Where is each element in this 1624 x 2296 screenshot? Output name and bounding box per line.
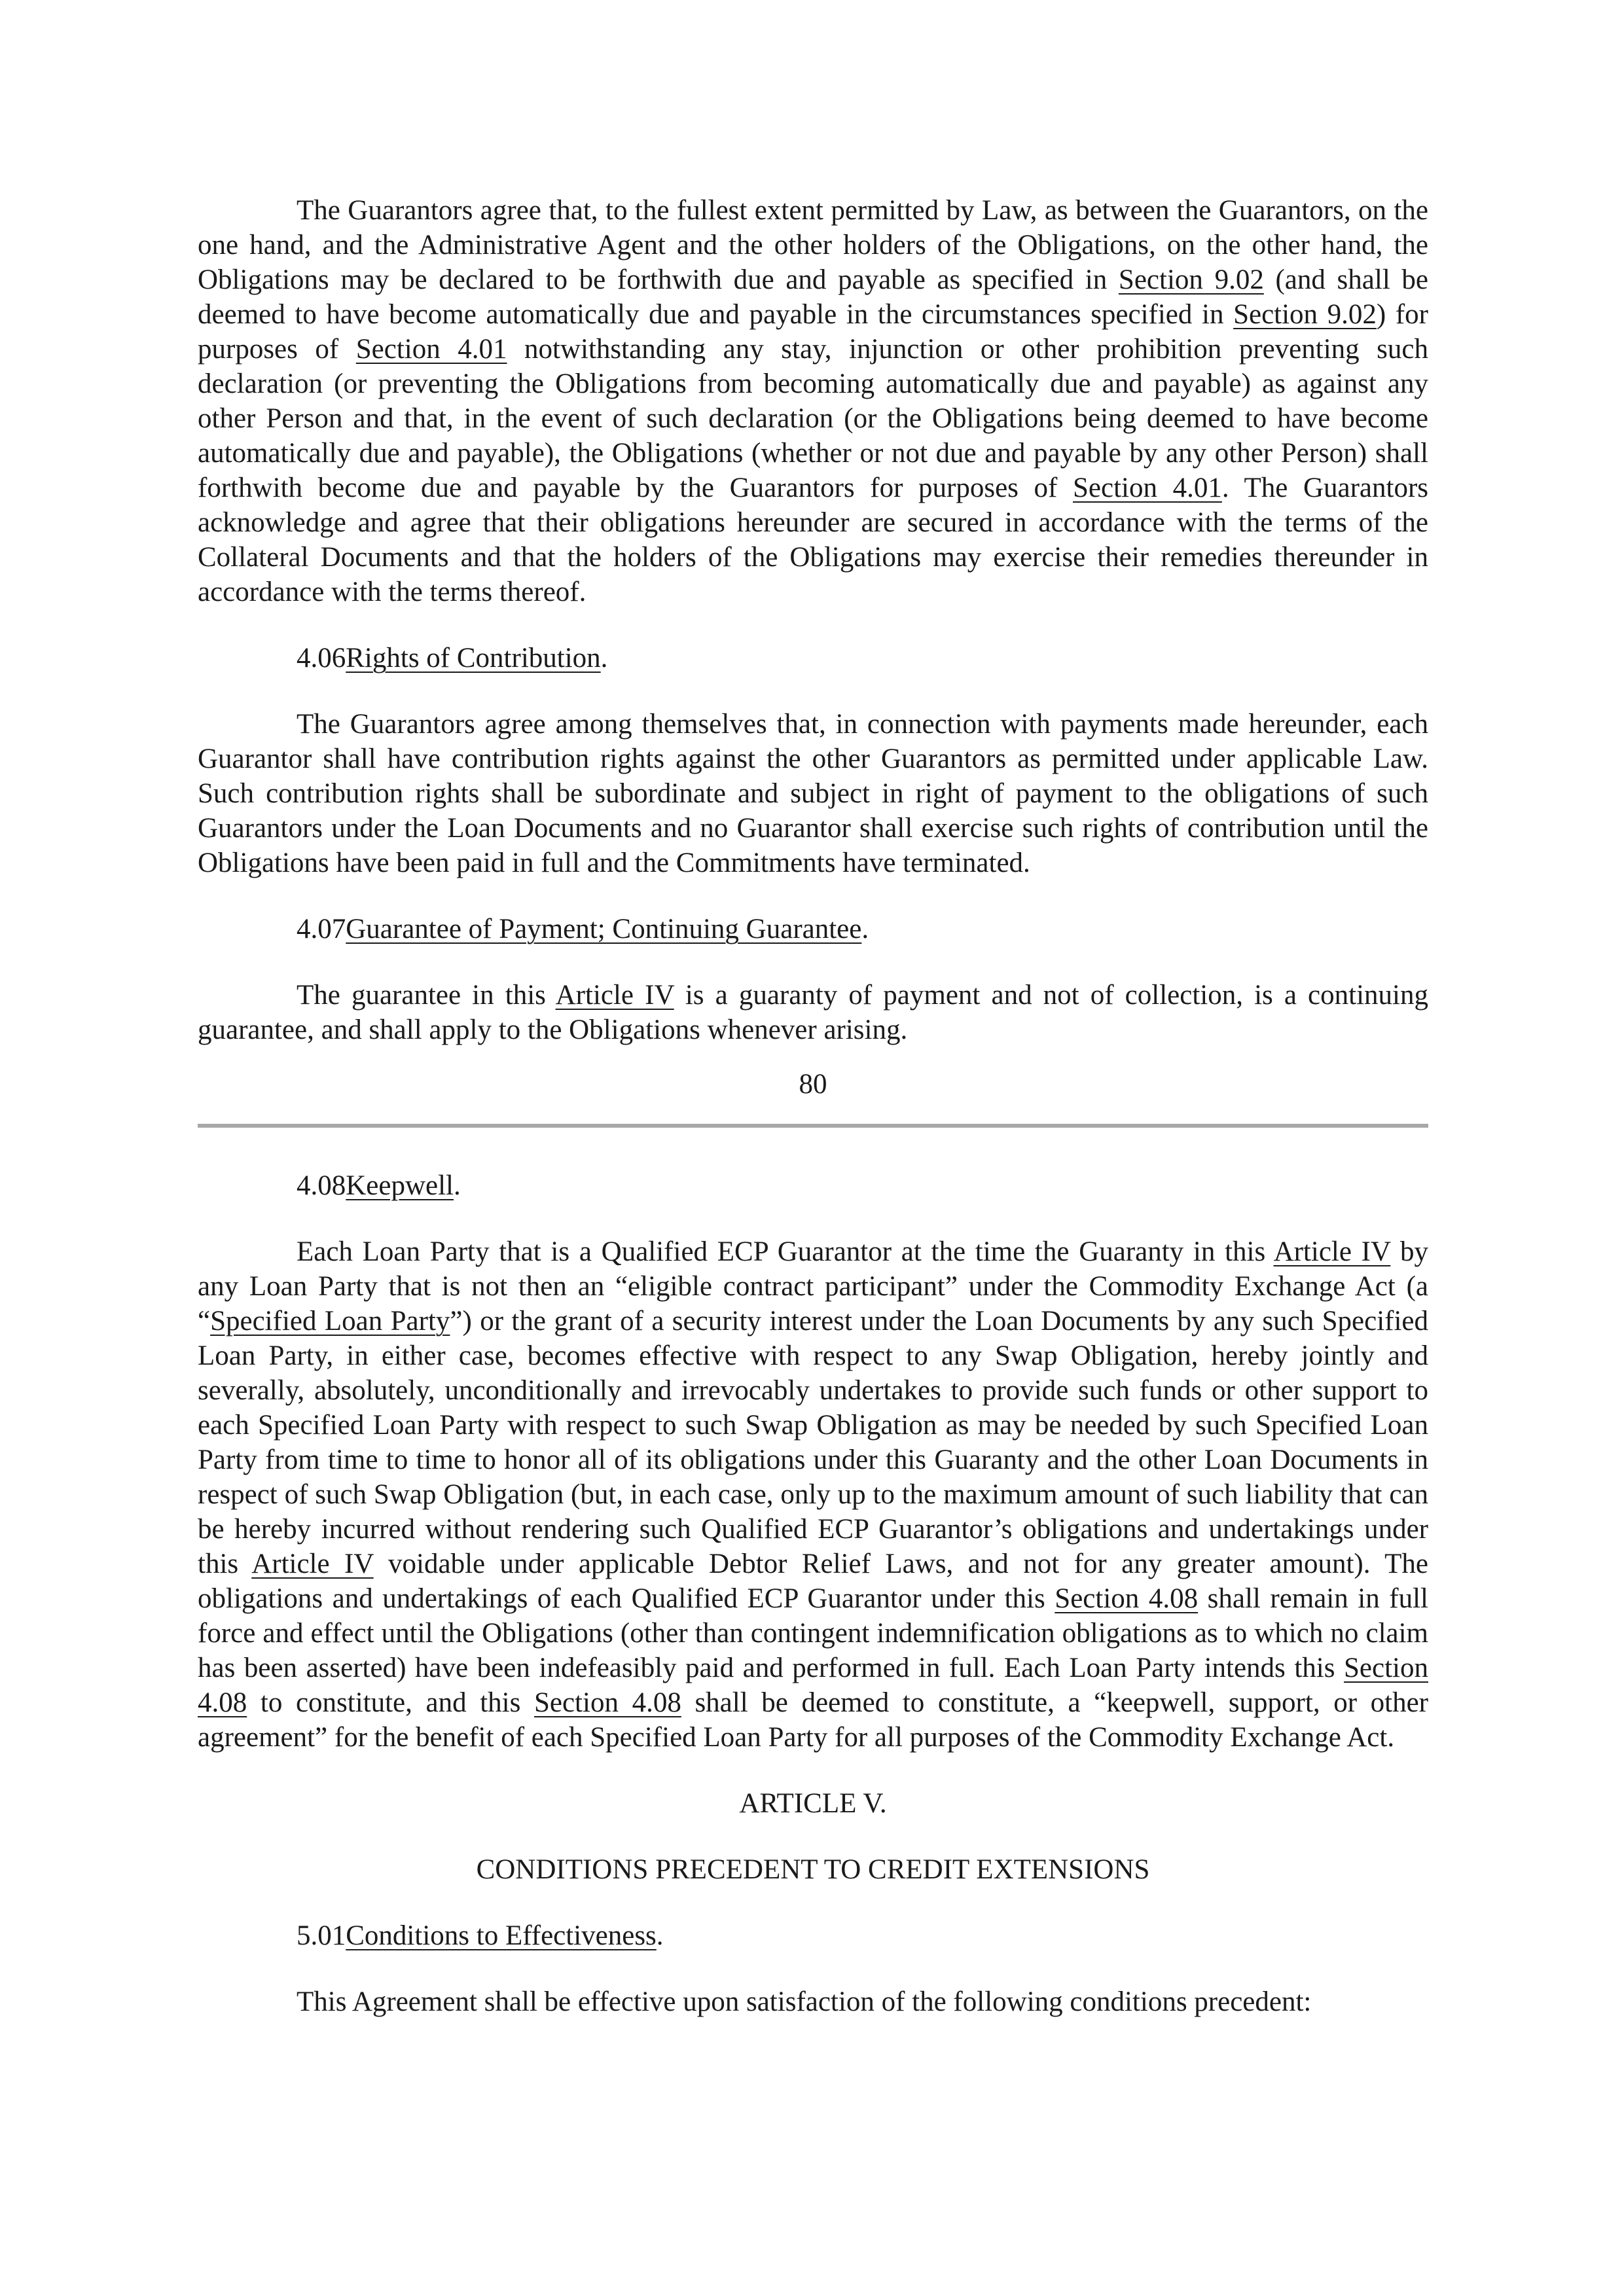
- section-heading-5-01: [198, 1918, 1428, 1953]
- section-number: 5.01: [297, 1920, 346, 1951]
- paragraph-guarantee-of-payment: [198, 978, 1428, 1047]
- section-title: Keepwell: [346, 1170, 454, 1201]
- section-number: 4.06: [297, 643, 346, 673]
- text-run: shall be deemed to constitute, a “keepwell, support, or other agreement” for the benefit of each Specified Loan Party for all purposes of the Commodity Exchange Act.: [198, 1687, 1428, 1753]
- text-run: voidable under applicable Debtor Relief Laws, and not for any greater amount). The obligations and undertakings of each Qualified ECP Guarantor under this: [198, 1549, 1429, 1614]
- section-title: Rights of Contribution: [346, 643, 601, 673]
- paragraph-guarantors-agree: [198, 193, 1428, 609]
- section-number: 4.08: [297, 1170, 346, 1201]
- link-section-4-08[interactable]: Section 4.08: [198, 1653, 1428, 1718]
- link-article-iv[interactable]: Article IV: [251, 1549, 374, 1579]
- page-number: 80: [799, 1069, 827, 1100]
- text-run: notwithstanding any stay, injunction or other prohibition preventing such declaration (or preventing the Obligations from becoming automatically due and payable) as against any other Person and that, in the event of such declaration (or the Obligations being deemed to have become automatically due and payable), the Obligations (whether or not due and payable by any other Person) shall forthwith become due and payable by the Guarantors for purposes of: [198, 334, 1428, 503]
- section-number: 4.07: [297, 914, 346, 944]
- section-title: Conditions to Effectiveness: [346, 1920, 657, 1951]
- paragraph-agreement-effective: This Agreement shall be effective upon satisfaction of the following conditions precedent:: [297, 1986, 1312, 2017]
- text-run: The Guarantors agree that, to the fullest extent permitted by Law, as between the Guarantors, on the one hand, and the Administrative Agent and the other holders of the Obligations, on the other hand, the Obligations may be declared to be forthwith due and payable as specified in: [198, 195, 1428, 295]
- text-run: .: [656, 1920, 664, 1951]
- text-run: (and shall be deemed to have become automatically due and payable in the circumstances specified in: [198, 264, 1429, 330]
- text-run: by any Loan Party that is not then an “eligible contract participant” under the Commodity Exchange Act (a “: [198, 1236, 1429, 1336]
- text-run: shall remain in full force and effect until the Obligations (other than contingent indemnification obligations as to which no claim has been asserted) have been indefeasibly paid and performed in full. Each Loan Party intends this: [198, 1583, 1428, 1683]
- paragraph-rights-of-contribution: The Guarantors agree among themselves that, in connection with payments made hereunder, each Guarantor shall have contribution rights against the other Guarantors as permitted under applicable Law. Such contribution rights shall be subordinate and subject in right of payment to the obligations of such Guarantors under the Loan Documents and no Guarantor shall exercise such rights of contribution until the Obligations have been paid in full and the Commitments have terminated.: [198, 709, 1428, 878]
- text-run: .: [861, 914, 869, 944]
- text-run: .: [454, 1170, 461, 1201]
- section-title: Guarantee of Payment; Continuing Guarantee: [346, 914, 862, 944]
- section-heading-4-06: [198, 641, 1428, 675]
- text-run: . The Guarantors acknowledge and agree that their obligations hereunder are secured in accordance with the terms of the Collateral Documents and that the holders of the Obligations may exercise their remedies thereunder in accordance with the terms thereof.: [198, 473, 1429, 607]
- link-section-9-02[interactable]: Section 9.02: [1118, 264, 1264, 295]
- link-article-iv[interactable]: Article IV: [555, 980, 674, 1011]
- link-section-4-01[interactable]: Section 4.01: [1073, 473, 1222, 503]
- article-subtitle: CONDITIONS PRECEDENT TO CREDIT EXTENSIONS: [476, 1854, 1150, 1885]
- page-divider: [198, 1124, 1428, 1128]
- link-section-9-02[interactable]: Section 9.02: [1233, 299, 1377, 330]
- text-run: is a guaranty of payment and not of collection, is a continuing guarantee, and shall apply to the Obligations whenever arising.: [198, 980, 1428, 1045]
- paragraph-keepwell: [198, 1234, 1428, 1755]
- document-body: [198, 193, 1428, 2019]
- text-run: .: [600, 643, 608, 673]
- defined-term-specified-loan-party: Specified Loan Party: [210, 1306, 450, 1336]
- text-run: ”) or the grant of a security interest under the Loan Documents by any such Specified Loan Party, in either case, becomes effective with respect to any Swap Obligation, hereby jointly and severally, absolutely, unconditionally and irrevocably undertakes to provide such funds or other support to each Specified Loan Party with respect to such Swap Obligation as may be needed by such Specified Loan Party from time to time to honor all of its obligations under this Guaranty and the other Loan Documents in respect of such Swap Obligation (but, in each case, only up to the maximum amount of such liability that can be hereby incurred without rendering such Qualified ECP Guarantor’s obligations and undertakings under this: [198, 1306, 1428, 1579]
- section-heading-4-07: [198, 912, 1428, 946]
- section-heading-4-08: [198, 1168, 1428, 1203]
- text-run: Each Loan Party that is a Qualified ECP Guarantor at the time the Guaranty in this: [297, 1236, 1274, 1267]
- article-title: ARTICLE V.: [739, 1788, 887, 1819]
- link-section-4-08[interactable]: Section 4.08: [1055, 1583, 1199, 1614]
- link-section-4-08[interactable]: Section 4.08: [533, 1687, 681, 1718]
- link-section-4-01[interactable]: Section 4.01: [355, 334, 507, 365]
- link-article-iv[interactable]: Article IV: [1273, 1236, 1391, 1267]
- text-run: The guarantee in this: [297, 980, 556, 1011]
- text-run: ) for purposes of: [198, 299, 1428, 365]
- text-run: to constitute, and this: [247, 1687, 534, 1718]
